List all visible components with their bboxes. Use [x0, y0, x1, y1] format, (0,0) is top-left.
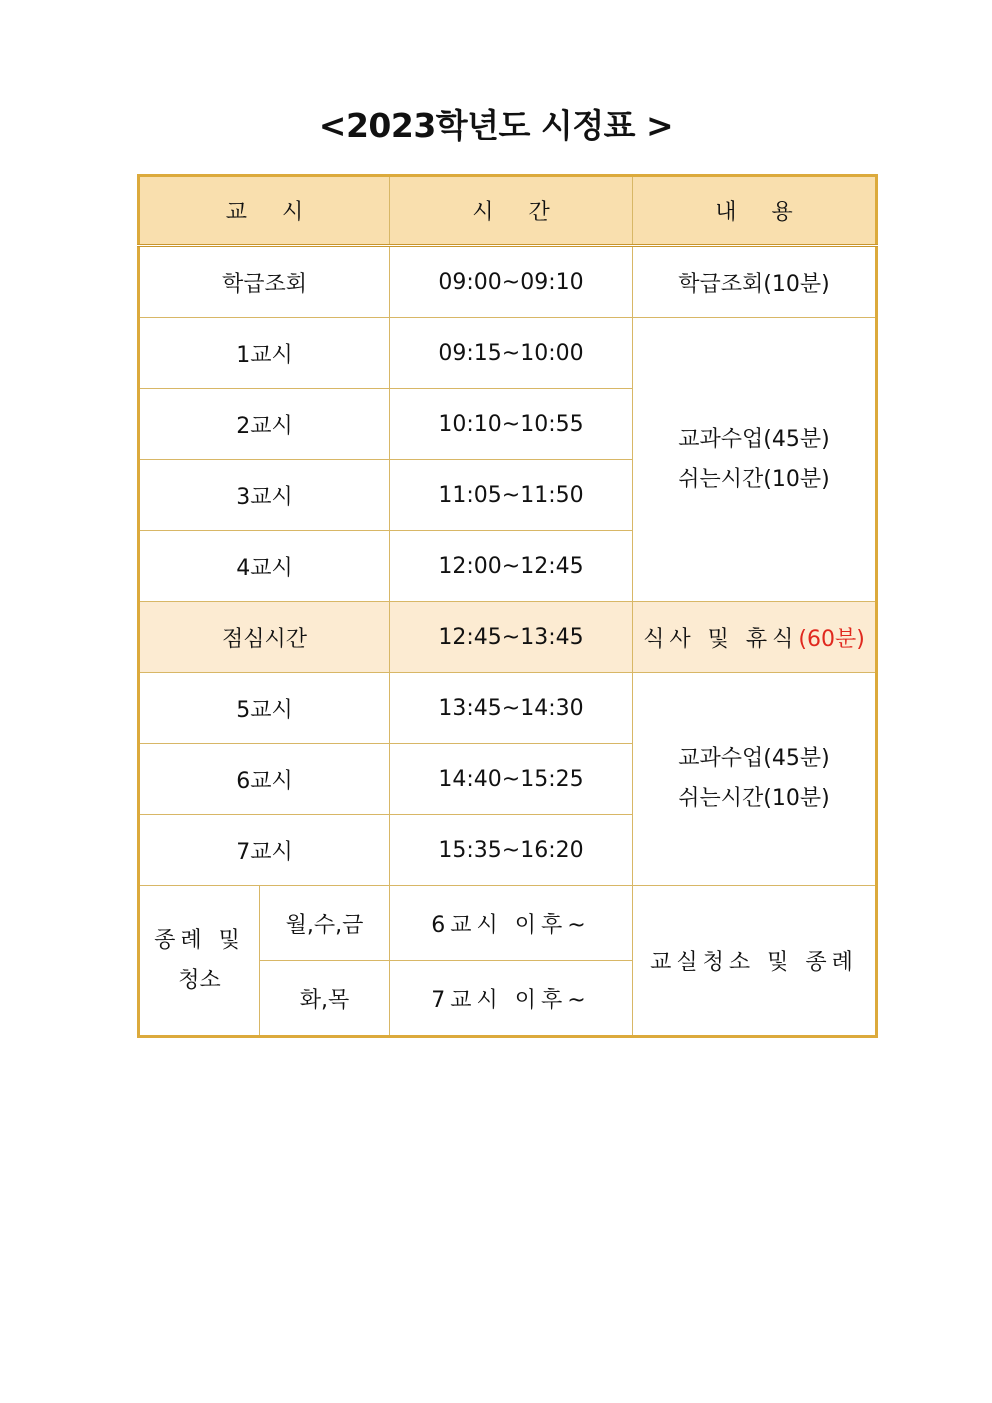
lunch-row [139, 602, 877, 673]
period-cell: 점심시간 [139, 602, 390, 673]
time-cell: 12:00~12:45 [390, 531, 633, 602]
lunch-duration-highlight: (60분) [798, 626, 865, 652]
break-content-line: 쉬는시간(10분) [678, 786, 830, 811]
content-cell [633, 602, 877, 673]
closing-content-cell: 교실청소 및 종례 [633, 886, 877, 1037]
time-cell: 10:10~10:55 [390, 389, 633, 460]
time-cell: 09:00~09:10 [390, 246, 633, 318]
class-content-line: 교과수업(45분) [678, 426, 830, 452]
time-cell: 11:05~11:50 [390, 460, 633, 531]
period-cell: 1교시 [139, 318, 390, 389]
time-cell: 7교시 이후~ [390, 961, 633, 1037]
period-cell: 3교시 [139, 460, 390, 531]
schedule-table [137, 174, 878, 1038]
period-cell: 5교시 [139, 673, 390, 744]
afternoon-class-content-cell [633, 673, 877, 886]
table-row [139, 673, 877, 744]
time-cell: 15:35~16:20 [390, 815, 633, 886]
page-title: <2023학년도 시정표 > [318, 106, 674, 145]
header-content: 내 용 [633, 176, 877, 246]
header-period: 교 시 [139, 176, 390, 246]
lunch-content-text: 식사 및 휴식 [643, 626, 799, 652]
table-row [139, 246, 877, 318]
time-cell: 6교시 이후~ [390, 886, 633, 961]
closing-label-line1: 종례 및 [154, 927, 245, 953]
period-cell: 2교시 [139, 389, 390, 460]
closing-row [139, 886, 877, 961]
break-content-line: 쉬는시간(10분) [678, 466, 830, 492]
period-cell: 4교시 [139, 531, 390, 602]
class-content-line: 교과수업(45분) [678, 746, 830, 771]
days-cell: 월,수,금 [260, 886, 390, 961]
days-cell: 화,목 [260, 961, 390, 1037]
period-cell: 7교시 [139, 815, 390, 886]
header-time: 시 간 [390, 176, 633, 246]
table-header-row [139, 176, 877, 246]
time-cell: 14:40~15:25 [390, 744, 633, 815]
morning-class-content-cell [633, 318, 877, 602]
period-cell: 학급조회 [139, 246, 390, 318]
time-cell: 13:45~14:30 [390, 673, 633, 744]
time-cell: 12:45~13:45 [390, 602, 633, 673]
time-cell: 09:15~10:00 [390, 318, 633, 389]
closing-label-cell [139, 886, 260, 1037]
closing-label-line2: 청소 [178, 967, 221, 993]
period-cell: 6교시 [139, 744, 390, 815]
table-row [139, 318, 877, 389]
content-cell: 학급조회(10분) [633, 246, 877, 318]
